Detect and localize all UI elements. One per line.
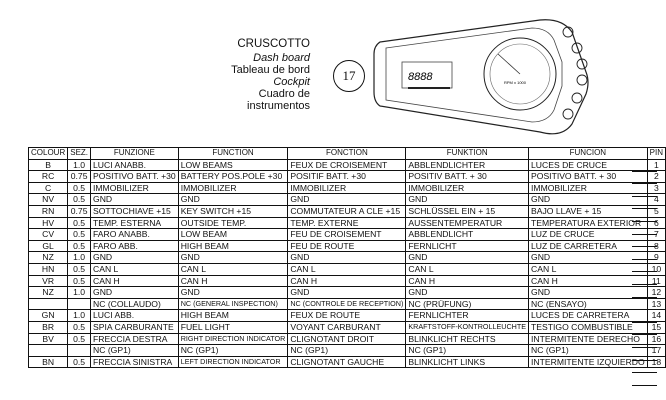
cell-fonction: FEU DE CROISEMENT xyxy=(288,229,406,241)
table-row xyxy=(29,356,666,368)
cell-funktion: ABBLENDLICHT xyxy=(406,229,529,241)
cell-sez: 0.5 xyxy=(68,333,91,345)
cell-funcion: INTERMITENTE DERECHO xyxy=(529,333,648,345)
cell-funcion: IMMOBILIZER xyxy=(529,182,648,194)
cell-pin: 11 xyxy=(647,275,665,287)
cell-colour: GL xyxy=(29,240,68,252)
cell-colour: BN xyxy=(29,356,68,368)
cell-funcion: GND xyxy=(529,194,648,206)
indicator-icon xyxy=(572,93,582,103)
cell-colour: HV xyxy=(29,217,68,229)
cell-colour: B xyxy=(29,159,68,171)
cell-pin: 1 xyxy=(647,159,665,171)
header-funktion: FUNKTION xyxy=(406,148,529,160)
cell-fonction: GND xyxy=(288,194,406,206)
cell-funzione: NC (COLLAUDO) xyxy=(91,298,179,310)
cell-colour: BV xyxy=(29,333,68,345)
cell-colour: RN xyxy=(29,205,68,217)
cell-colour: VR xyxy=(29,275,68,287)
cell-funktion: AUSSENTEMPERATUR xyxy=(406,217,529,229)
cell-funktion: GND xyxy=(406,194,529,206)
cell-funcion: NC (ENSAYO) xyxy=(529,298,648,310)
cell-funktion: IMMOBILIZER xyxy=(406,182,529,194)
cell-pin: 14 xyxy=(647,310,665,322)
cell-sez xyxy=(68,298,91,310)
cell-sez: 0.75 xyxy=(68,205,91,217)
table-row xyxy=(29,205,666,217)
cell-pin: 12 xyxy=(647,287,665,299)
cell-pin: 9 xyxy=(647,252,665,264)
cell-pin: 5 xyxy=(647,205,665,217)
cell-funktion: KRAFTSTOFF-KONTROLLEUCHTE xyxy=(406,321,529,333)
cell-sez: 0.5 xyxy=(68,240,91,252)
cell-funktion: FERNLICHT xyxy=(406,240,529,252)
table-row xyxy=(29,298,666,310)
cell-pin: 2 xyxy=(647,171,665,183)
cell-funzione: FARO ABB. xyxy=(91,240,179,252)
cell-function: GND xyxy=(178,252,288,264)
cell-funzione: GND xyxy=(91,287,179,299)
indicator-icon xyxy=(577,75,587,85)
table-row xyxy=(29,333,666,345)
cell-function: RIGHT DIRECTION INDICATOR xyxy=(178,333,288,345)
cell-funzione: SOTTOCHIAVE +15 xyxy=(91,205,179,217)
cell-sez: 0.5 xyxy=(68,217,91,229)
wiring-table-container xyxy=(28,147,666,368)
cell-sez: 0.5 xyxy=(68,229,91,241)
header-pin: PIN xyxy=(647,148,665,160)
table-row xyxy=(29,310,666,322)
table-row xyxy=(29,345,666,357)
cell-function: LEFT DIRECTION INDICATOR xyxy=(178,356,288,368)
header-funcion: FUNCION xyxy=(529,148,648,160)
cell-function: BATTERY POS.POLE +30 xyxy=(178,171,288,183)
cell-fonction: CAN H xyxy=(288,275,406,287)
cell-function: GND xyxy=(178,194,288,206)
cell-pin: 4 xyxy=(647,194,665,206)
cell-sez: 0.5 xyxy=(68,182,91,194)
cell-pin: 15 xyxy=(647,321,665,333)
cell-funcion: TEMPERATURA EXTERIOR xyxy=(529,217,648,229)
table-row xyxy=(29,287,666,299)
cell-colour: CV xyxy=(29,229,68,241)
cell-sez: 0.75 xyxy=(68,171,91,183)
cell-pin: 17 xyxy=(647,345,665,357)
cell-colour: BR xyxy=(29,321,68,333)
cell-funcion: LUZ DE CARRETERA xyxy=(529,240,648,252)
header-function: FUNCTION xyxy=(178,148,288,160)
cell-funktion: CAN H xyxy=(406,275,529,287)
cell-fonction: CLIGNOTANT DROIT xyxy=(288,333,406,345)
cell-function: KEY SWITCH +15 xyxy=(178,205,288,217)
table-header-row xyxy=(29,148,666,160)
page-title: CRUSCOTTO xyxy=(237,38,310,50)
subtitle-de: Cockpit xyxy=(273,76,310,88)
cell-funktion: SCHLÜSSEL EIN + 15 xyxy=(406,205,529,217)
cell-pin: 3 xyxy=(647,182,665,194)
cell-fonction: CAN L xyxy=(288,263,406,275)
cell-colour xyxy=(29,298,68,310)
cell-funzione: FRECCIA DESTRA xyxy=(91,333,179,345)
cell-funktion: NC (GP1) xyxy=(406,345,529,357)
cell-funzione: GND xyxy=(91,194,179,206)
cell-colour: NZ xyxy=(29,252,68,264)
header-funzione: FUNZIONE xyxy=(91,148,179,160)
cell-sez: 1.0 xyxy=(68,310,91,322)
cell-sez: 1.0 xyxy=(68,287,91,299)
cell-funktion: CAN L xyxy=(406,263,529,275)
header-fonction: FONCTION xyxy=(288,148,406,160)
cell-fonction: TEMP. EXTERNE xyxy=(288,217,406,229)
table-row xyxy=(29,263,666,275)
table-row xyxy=(29,321,666,333)
table-body xyxy=(29,159,666,368)
cell-fonction: GND xyxy=(288,287,406,299)
subtitle-es: Cuadro de instrumentos xyxy=(247,88,310,112)
cell-funktion: ABBLENDLICHTER xyxy=(406,159,529,171)
cell-funcion: BAJO LLAVE + 15 xyxy=(529,205,648,217)
cell-funzione: POSITIVO BATT. +30 xyxy=(91,171,179,183)
cell-colour: RC xyxy=(29,171,68,183)
subtitle-fr: Tableau de bord xyxy=(231,64,310,76)
table-row xyxy=(29,182,666,194)
cell-funzione: LUCI ABB. xyxy=(91,310,179,322)
cell-funcion: GND xyxy=(529,252,648,264)
cell-funzione: TEMP. ESTERNA xyxy=(91,217,179,229)
cell-funzione: SPIA CARBURANTE xyxy=(91,321,179,333)
pin-lead-lines xyxy=(632,159,657,386)
cell-funktion: NC (PRÜFUNG) xyxy=(406,298,529,310)
cell-function: CAN H xyxy=(178,275,288,287)
cell-sez: 1.0 xyxy=(68,252,91,264)
cell-funcion: LUZ DE CRUCE xyxy=(529,229,648,241)
cell-funktion: BLINKLICHT LINKS xyxy=(406,356,529,368)
cell-function: HIGH BEAM xyxy=(178,240,288,252)
cell-funktion: GND xyxy=(406,252,529,264)
cell-pin: 8 xyxy=(647,240,665,252)
cell-fonction: GND xyxy=(288,252,406,264)
cell-colour: NV xyxy=(29,194,68,206)
cell-function: LOW BEAM xyxy=(178,229,288,241)
cell-funcion: INTERMITENTE IZQUIERDO xyxy=(529,356,648,368)
table-row xyxy=(29,217,666,229)
cell-funktion: BLINKLICHT RECHTS xyxy=(406,333,529,345)
cell-sez: 0.5 xyxy=(68,356,91,368)
cell-sez: 0.5 xyxy=(68,275,91,287)
cell-function: LOW BEAMS xyxy=(178,159,288,171)
cell-fonction: FEUX DE CROISEMENT xyxy=(288,159,406,171)
cell-funzione: CAN L xyxy=(91,263,179,275)
cell-funktion: POSITIV BATT. + 30 xyxy=(406,171,529,183)
cell-funcion: LUCES DE CRUCE xyxy=(529,159,648,171)
cell-funzione: LUCI ANABB. xyxy=(91,159,179,171)
cell-fonction: IMMOBILIZER xyxy=(288,182,406,194)
cell-colour: GN xyxy=(29,310,68,322)
header-colour: COLOUR xyxy=(29,148,68,160)
indicator-icon xyxy=(563,109,573,119)
title-block xyxy=(205,38,310,112)
cell-fonction: FEU DE ROUTE xyxy=(288,240,406,252)
cell-function: NC (GENERAL INSPECTION) xyxy=(178,298,288,310)
cell-fonction: VOYANT CARBURANT xyxy=(288,321,406,333)
rpm-label: RPM x 1000 xyxy=(504,80,527,85)
table-row xyxy=(29,159,666,171)
cell-colour: NZ xyxy=(29,287,68,299)
cell-sez: 1.0 xyxy=(68,159,91,171)
cell-function: GND xyxy=(178,287,288,299)
cell-function: HIGH BEAM xyxy=(178,310,288,322)
dash-digits: 8888 xyxy=(408,71,433,83)
table-row xyxy=(29,240,666,252)
cell-pin: 18 xyxy=(647,356,665,368)
cell-funcion: POSITIVO BATT. + 30 xyxy=(529,171,648,183)
cell-sez: 0.5 xyxy=(68,263,91,275)
cell-sez: 0.5 xyxy=(68,321,91,333)
cell-fonction: NC (CONTROLE DE RECEPTION) xyxy=(288,298,406,310)
cell-colour: C xyxy=(29,182,68,194)
cell-pin: 13 xyxy=(647,298,665,310)
cell-fonction: FEUX DE ROUTE xyxy=(288,310,406,322)
subtitle-en: Dash board xyxy=(253,52,310,64)
cell-funzione: IMMOBILIZER xyxy=(91,182,179,194)
table-row xyxy=(29,194,666,206)
cell-function: FUEL LIGHT xyxy=(178,321,288,333)
cell-function: NC (GP1) xyxy=(178,345,288,357)
cell-funzione: FRECCIA SINISTRA xyxy=(91,356,179,368)
table-row xyxy=(29,229,666,241)
cell-funcion: NC (GP1) xyxy=(529,345,648,357)
cell-funzione: GND xyxy=(91,252,179,264)
table-row xyxy=(29,252,666,264)
cell-funcion: CAN L xyxy=(529,263,648,275)
cell-funktion: FERNLICHTER xyxy=(406,310,529,322)
cell-funzione: CAN H xyxy=(91,275,179,287)
figure-number-badge: 17 xyxy=(333,60,365,92)
wiring-table xyxy=(28,147,666,368)
cell-function: IMMOBILIZER xyxy=(178,182,288,194)
dashboard-illustration xyxy=(372,2,604,142)
cell-fonction: POSITIF BATT. +30 xyxy=(288,171,406,183)
cell-function: OUTSIDE TEMP. xyxy=(178,217,288,229)
cell-function: CAN L xyxy=(178,263,288,275)
cell-funcion: TESTIGO COMBUSTIBLE xyxy=(529,321,648,333)
cell-funzione: FARO ANABB. xyxy=(91,229,179,241)
cell-sez xyxy=(68,345,91,357)
cell-fonction: NC (GP1) xyxy=(288,345,406,357)
cell-pin: 7 xyxy=(647,229,665,241)
cell-fonction: COMMUTATEUR A CLE +15 xyxy=(288,205,406,217)
cell-pin: 16 xyxy=(647,333,665,345)
table-row xyxy=(29,275,666,287)
cell-colour xyxy=(29,345,68,357)
cell-funktion: GND xyxy=(406,287,529,299)
cell-fonction: CLIGNOTANT GAUCHE xyxy=(288,356,406,368)
table-row xyxy=(29,171,666,183)
cell-funzione: NC (GP1) xyxy=(91,345,179,357)
cell-pin: 6 xyxy=(647,217,665,229)
cell-funcion: CAN H xyxy=(529,275,648,287)
cell-pin: 10 xyxy=(647,263,665,275)
header-sez: SEZ. xyxy=(68,148,91,160)
cell-funcion: GND xyxy=(529,287,648,299)
cell-colour: HN xyxy=(29,263,68,275)
cell-funcion: LUCES DE CARRETERA xyxy=(529,310,648,322)
cell-sez: 0.5 xyxy=(68,194,91,206)
